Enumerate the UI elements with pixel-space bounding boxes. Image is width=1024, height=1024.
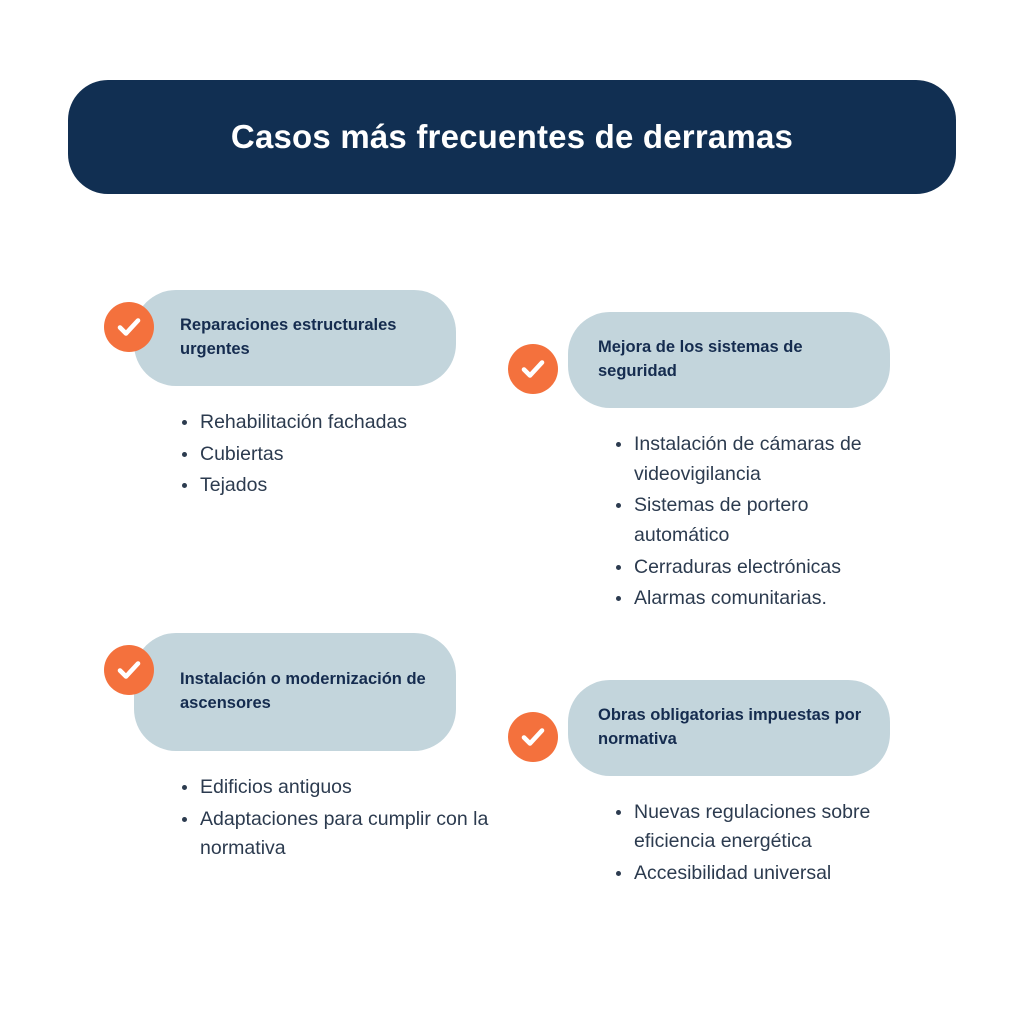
check-circle-icon bbox=[104, 302, 154, 352]
card-header-pill bbox=[568, 680, 890, 776]
card-instalacion-ascensores bbox=[104, 633, 504, 864]
check-circle-icon bbox=[508, 344, 558, 394]
list-item: Sistemas de portero automático bbox=[616, 491, 908, 550]
card-title: Mejora de los sistemas de seguridad bbox=[598, 338, 803, 380]
list-item: Tejados bbox=[182, 471, 504, 501]
card-header-pill bbox=[568, 312, 890, 408]
card-bullet-list bbox=[104, 408, 504, 501]
card-header-pill bbox=[134, 633, 456, 751]
list-item: Cerraduras electrónicas bbox=[616, 553, 908, 583]
list-item: Rehabilitación fachadas bbox=[182, 408, 504, 438]
card-obras-obligatorias bbox=[508, 680, 908, 889]
list-item: Nuevas regulaciones sobre eficiencia energética bbox=[616, 798, 908, 857]
list-item: Edificios antiguos bbox=[182, 773, 504, 803]
column-right bbox=[508, 290, 908, 891]
card-title: Instalación o modernización de ascensores bbox=[180, 669, 426, 712]
card-bullet-list bbox=[104, 773, 504, 864]
column-left bbox=[104, 290, 504, 866]
card-header-pill bbox=[134, 290, 456, 386]
card-bullet-list bbox=[508, 430, 908, 614]
list-item: Adaptaciones para cumplir con la normativa bbox=[182, 805, 504, 864]
list-item: Instalación de cámaras de videovigilancia bbox=[616, 430, 908, 489]
list-item: Accesibilidad universal bbox=[616, 859, 908, 889]
title-banner bbox=[68, 80, 956, 194]
card-bullet-list bbox=[508, 798, 908, 889]
list-item: Alarmas comunitarias. bbox=[616, 584, 908, 614]
list-item: Cubiertas bbox=[182, 440, 504, 470]
card-title: Reparaciones estructurales urgentes bbox=[180, 316, 397, 358]
page-title: Casos más frecuentes de derramas bbox=[230, 118, 794, 155]
check-circle-icon bbox=[508, 712, 558, 762]
check-circle-icon bbox=[104, 645, 154, 695]
card-title: Obras obligatorias impuestas por normativa bbox=[598, 705, 862, 748]
card-reparaciones-estructurales bbox=[104, 290, 504, 501]
card-mejora-seguridad bbox=[508, 312, 908, 614]
